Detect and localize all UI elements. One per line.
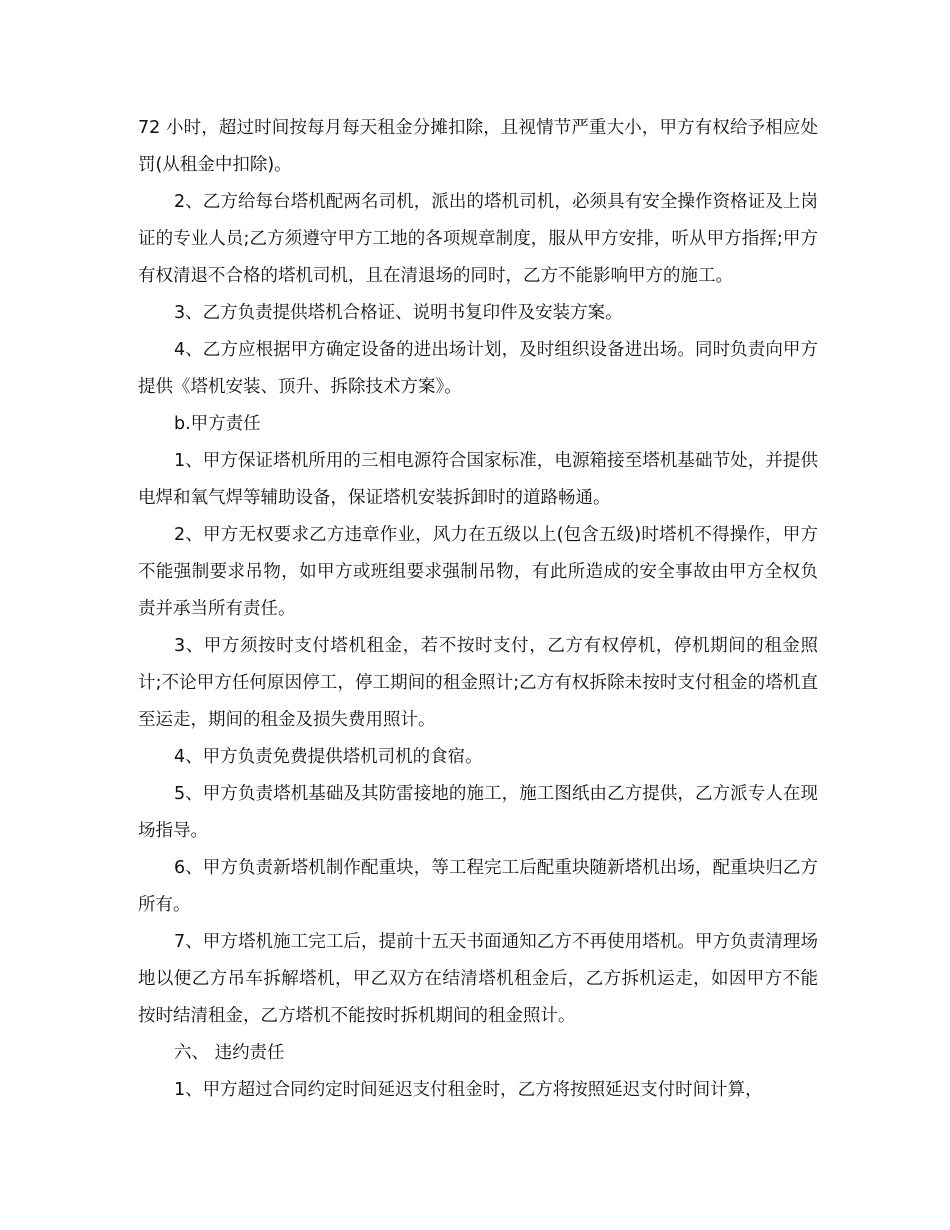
paragraph-breach-1: 1、甲方超过合同约定时间延迟支付租金时，乙方将按照延迟支付时间计算， [174,1080,763,1100]
section-heading-breach: 六、 违约责任 [174,1043,285,1063]
paragraph-party-a-2: 2、甲方无权要求乙方违章作业，风力在五级以上(包含五级)时塔机不得操作，甲方不能强制要求吊物，如甲方或班组要求强制吊物，有此所造成的安全事故由甲方全权负责并承当所有责任。 [138,525,818,619]
paragraph-party-a-6: 6、甲方负责新塔机制作配重块，等工程完工后配重块随新塔机出场，配重块归乙方所有。 [138,858,818,915]
paragraph-party-a-5: 5、甲方负责塔机基础及其防雷接地的施工，施工图纸由乙方提供，乙方派专人在现场指导。 [138,784,818,841]
paragraph-lessor-duty-4: 4、乙方应根据甲方确定设备的进出场计划，及时组织设备进出场。同时负责向甲方提供《塔机安装、顶升、拆除技术方案》。 [138,340,818,397]
paragraph-continuation: 72 小时，超过时间按每月每天租金分摊扣除，且视情节严重大小，甲方有权给予相应处罚(从租金中扣除)。 [138,118,818,175]
section-heading-party-a: b.甲方责任 [174,414,261,434]
paragraph-lessor-duty-2: 2、乙方给每台塔机配两名司机，派出的塔机司机，必须具有安全操作资格证及上岗证的专业人员;乙方须遵守甲方工地的各项规章制度，服从甲方安排，听从甲方指挥;甲方有权清退不合格的塔机司机，且在清退场的同时，乙方不能影响甲方的施工。 [138,192,818,286]
paragraph-party-a-4: 4、甲方负责免费提供塔机司机的食宿。 [174,747,483,767]
document-body [138,110,818,1109]
paragraph-lessor-duty-3: 3、乙方负责提供塔机合格证、说明书复印件及安装方案。 [174,303,623,323]
paragraph-party-a-1: 1、甲方保证塔机所用的三相电源符合国家标准，电源箱接至塔机基础节处，并提供电焊和氧气焊等辅助设备，保证塔机安装拆卸时的道路畅通。 [138,451,818,508]
paragraph-party-a-3: 3、甲方须按时支付塔机租金，若不按时支付，乙方有权停机，停机期间的租金照计;不论甲方任何原因停工，停工期间的租金照计;乙方有权拆除未按时支付租金的塔机直至运走，期间的租金及损失费用照计。 [138,636,818,730]
paragraph-party-a-7: 7、甲方塔机施工完工后，提前十五天书面通知乙方不再使用塔机。甲方负责清理场地以便乙方吊车拆解塔机，甲乙双方在结清塔机租金后，乙方拆机运走，如因甲方不能按时结清租金，乙方塔机不能按时拆机期间的租金照计。 [138,932,818,1026]
